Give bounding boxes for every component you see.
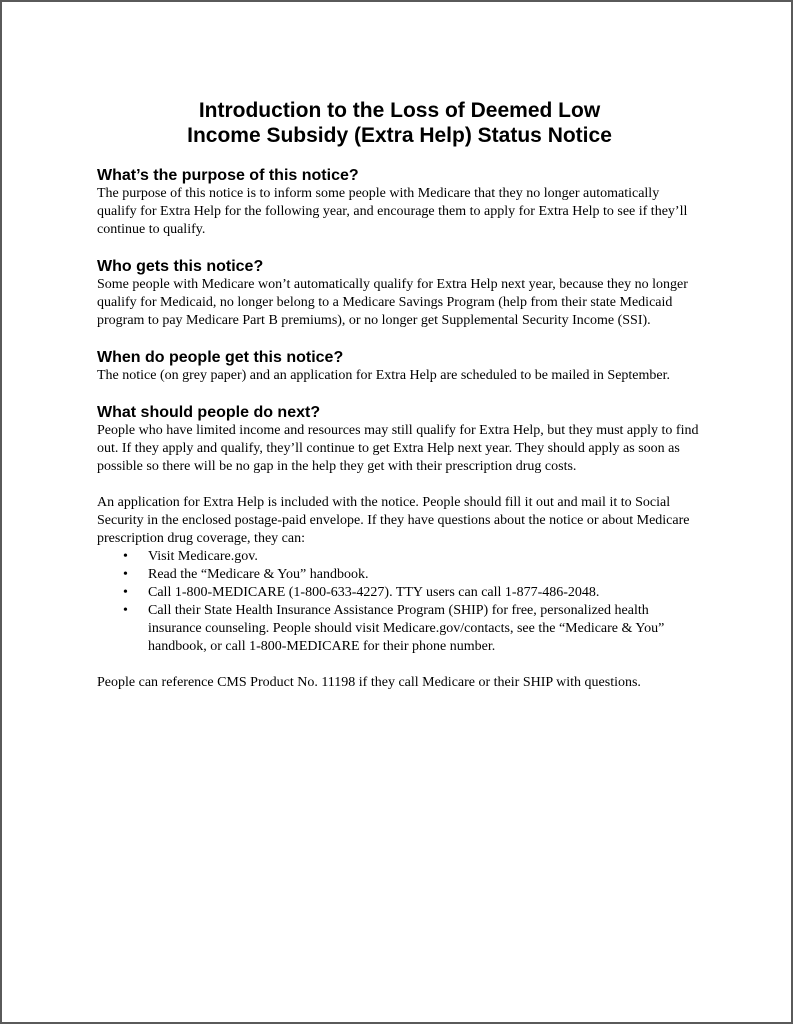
section-heading-purpose: What’s the purpose of this notice?	[97, 167, 359, 184]
list-item-text: Call their State Health Insurance Assistance Program (SHIP) for free, personalized health insurance counseling. People should visit Medicare.gov/contacts, see the “Medicare & You” handbook, or call 1-800-MEDICARE for their phone number.	[148, 603, 665, 654]
section-who	[97, 257, 702, 330]
list-item-ship	[123, 602, 702, 656]
list-item-call	[123, 584, 702, 602]
section-purpose	[97, 166, 702, 239]
list-item-text: Visit Medicare.gov.	[148, 549, 258, 564]
section-when	[97, 348, 702, 385]
title-line-2: Income Subsidy (Extra Help) Status Notice	[187, 124, 612, 147]
section-body-when: The notice (on grey paper) and an application for Extra Help are scheduled to be mailed in September.	[97, 368, 671, 383]
section-body-next: People who have limited income and resources may still qualify for Extra Help, but they must apply to find out. If they apply and qualify, they’ll continue to get Extra Help next year. They should apply as soon as possible so there will be no gap in the help they get with their prescription drug costs.	[97, 423, 699, 474]
list-item-text: Call 1-800-MEDICARE (1-800-633-4227). TTY users can call 1-877-486-2048.	[148, 585, 600, 600]
section-heading-who: Who gets this notice?	[97, 258, 264, 275]
title-line-1: Introduction to the Loss of Deemed Low	[198, 99, 601, 122]
bullet-icon: •	[123, 603, 128, 618]
list-item-text: Read the “Medicare & You” handbook.	[148, 567, 369, 582]
section-next	[97, 403, 702, 692]
document-title	[97, 98, 702, 148]
section-body-who: Some people with Medicare won’t automatically qualify for Extra Help next year, because they no longer qualify for Medicaid, no longer belong to a Medicare Savings Program (help from their state Medicaid program to pay Medicare Part B premiums), or no longer get Supplemental Security Income (SSI).	[97, 277, 688, 328]
closing-note: People can reference CMS Product No. 11198 if they call Medicare or their SHIP with questions.	[97, 675, 641, 690]
bullet-icon: •	[123, 567, 128, 582]
document-content	[97, 98, 702, 692]
help-options-list	[97, 548, 702, 656]
bullet-icon: •	[123, 549, 128, 564]
section-body-purpose: The purpose of this notice is to inform some people with Medicare that they no longer automatically qualify for Extra Help for the following year, and encourage them to apply for Extra Help to see if they’ll continue to qualify.	[97, 186, 688, 237]
section-heading-when: When do people get this notice?	[97, 349, 344, 366]
section-heading-next: What should people do next?	[97, 404, 321, 421]
section-body-next-application: An application for Extra Help is included with the notice. People should fill it out and mail it to Social Security in the enclosed postage-paid envelope. If they have questions about the notice or about Medicare prescription drug coverage, they can:	[97, 495, 690, 546]
list-item-handbook	[123, 566, 702, 584]
list-item-visit	[123, 548, 702, 566]
bullet-icon: •	[123, 585, 128, 600]
